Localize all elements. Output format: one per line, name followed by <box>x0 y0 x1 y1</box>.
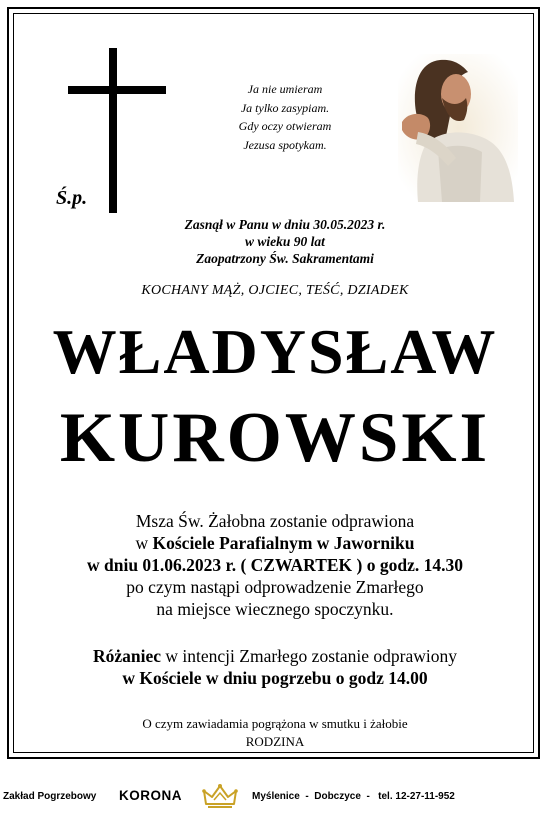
poem-line: Ja nie umieram <box>247 82 323 96</box>
sp-abbreviation: Ś.p. <box>56 187 88 209</box>
poem <box>190 80 380 154</box>
funeral-mass-info <box>30 510 520 620</box>
poem-line: Gdy oczy otwieram <box>238 119 332 133</box>
rosary-line-1-rest: w intencji Zmarłego zostanie odprawiony <box>161 646 457 666</box>
family-signature: RODZINA <box>245 734 305 749</box>
funeral-home-brand: KORONA <box>119 788 182 803</box>
praying-jesus-image <box>398 54 518 202</box>
mass-line-1: Msza Św. Żałobna zostanie odprawiona <box>135 511 415 531</box>
mass-line-2-prefix: w <box>135 533 153 553</box>
mass-line-4: po czym nastąpi odprowadzenie Zmarłego <box>126 577 424 597</box>
deceased-first-name: WŁADYSŁAW <box>52 316 498 387</box>
death-date-line: Zasnął w Panu w dniu 30.05.2023 r. <box>184 217 386 232</box>
age-line: w wieku 90 lat <box>245 234 325 249</box>
funeral-home-contact: Myślenice - Dobczyce - tel. 12-27-11-952 <box>252 791 455 802</box>
relation-line: KOCHANY MĄŻ, OJCIEC, TEŚĆ, DZIADEK <box>141 283 409 298</box>
family-notice <box>30 715 520 751</box>
rosary-label: Różaniec <box>92 646 162 666</box>
rosary-line-1 <box>30 645 520 667</box>
mass-date-line: w dniu 01.06.2023 r. ( CZWARTEK ) o godz. 14.30 <box>86 555 463 575</box>
sacraments-line: Zaopatrzony Św. Sakramentami <box>196 251 374 266</box>
church-name: Kościele Parafialnym w Jaworniku <box>152 533 415 553</box>
rosary-info <box>30 645 520 689</box>
crown-icon <box>200 783 240 809</box>
poem-line: Ja tylko zasypiam. <box>240 100 330 115</box>
funeral-home-footer <box>0 783 550 813</box>
mass-line-5: na miejsce wiecznego spoczynku. <box>156 599 394 619</box>
rosary-line-2: w Kościele w dniu pogrzebu o godz 14.00 <box>122 668 428 688</box>
mass-line-2 <box>30 532 520 554</box>
deceased-last-name: KUROWSKI <box>59 399 491 477</box>
death-info <box>100 216 470 267</box>
poem-line: Jezusa spotykam. <box>243 137 327 152</box>
notice-line-1: O czym zawiadamia pogrążona w smutku i żałobie <box>142 716 408 731</box>
funeral-home-label: Zakład Pogrzebowy <box>3 791 97 802</box>
